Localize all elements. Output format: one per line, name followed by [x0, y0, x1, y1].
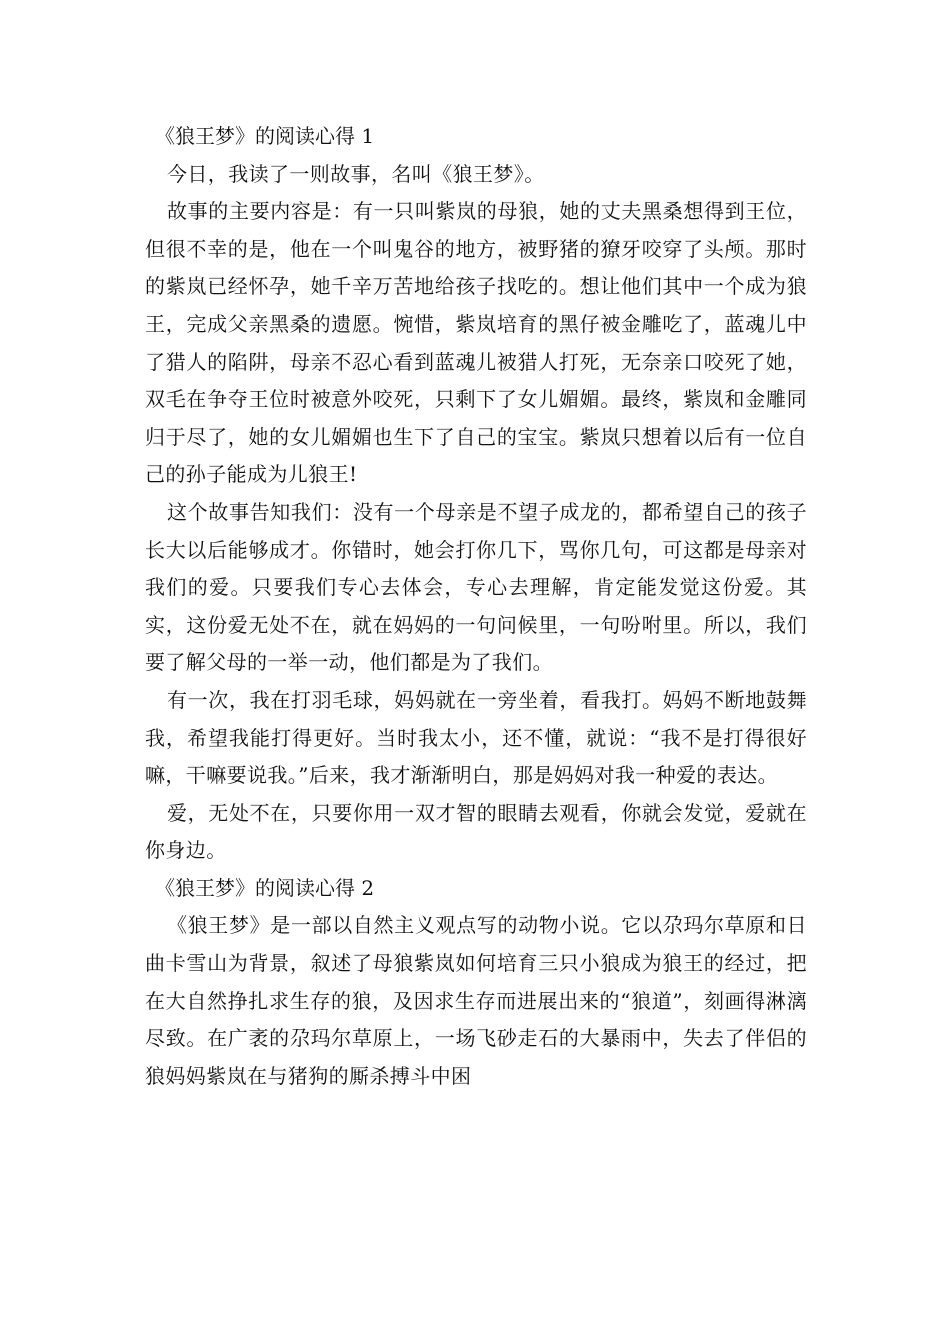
- section-2-title: 《狼王梦》的阅读心得 2: [155, 875, 375, 900]
- document-body: [145, 118, 807, 1095]
- section-2-paragraph-1: 《狼王梦》是一部以自然主义观点写的动物小说。它以尕玛尔草原和日曲卡雪山为背景，叙述了母狼紫岚如何培育三只小狼成为狼王的经过，把在大自然挣扎求生存的狼，及因求生存而进展出来的“狼道”，刻画得淋漓尽致。在广袤的尕玛尔草原上，一场飞砂走石的大暴雨中，失去了伴侣的狼妈妈紫岚在与猪狗的厮杀搏斗中困: [145, 913, 807, 1088]
- section-1-paragraph-4: 有一次，我在打羽毛球，妈妈就在一旁坐着，看我打。妈妈不断地鼓舞我，希望我能打得更好。当时我太小，还不懂，就说：“我不是打得很好嘛，干嘛要说我。”后来，我才渐渐明白，那是妈妈对我一种爱的表达。: [145, 687, 807, 788]
- section-1-paragraph-5: 爱，无处不在，只要你用一双才智的眼睛去观看，你就会发觉，爱就在你身边。: [145, 800, 807, 863]
- section-1-paragraph-1: 今日，我读了一则故事，名叫《狼王梦》。: [167, 161, 545, 186]
- section-1-paragraph-3: 这个故事告知我们：没有一个母亲是不望子成龙的，都希望自己的孩子长大以后能够成才。你错时，她会打你几下，骂你几句，可这都是母亲对我们的爱。只要我们专心去体会，专心去理解，肯定能发觉这份爱。其实，这份爱无处不在，就在妈妈的一句问候里，一句吩咐里。所以，我们要了解父母的一举一动，他们都是为了我们。: [145, 499, 807, 675]
- section-1-paragraph-2: 故事的主要内容是：有一只叫紫岚的母狼，她的丈夫黑桑想得到王位，但很不幸的是，他在一个叫鬼谷的地方，被野猪的獠牙咬穿了头颅。那时的紫岚已经怀孕，她千辛万苦地给孩子找吃的。想让他们其中一个成为狼王，完成父亲黑桑的遗愿。惋惜，紫岚培育的黑仔被金雕吃了，蓝魂儿中了猎人的陷阱，母亲不忍心看到蓝魂儿被猎人打死，无奈亲口咬死了她，双毛在争夺王位时被意外咬死，只剩下了女儿媚媚。最终，紫岚和金雕同归于尽了，她的女儿媚媚也生下了自己的宝宝。紫岚只想着以后有一位自己的孙子能成为儿狼王!: [145, 199, 807, 487]
- section-1-title: 《狼王梦》的阅读心得 1: [155, 124, 375, 148]
